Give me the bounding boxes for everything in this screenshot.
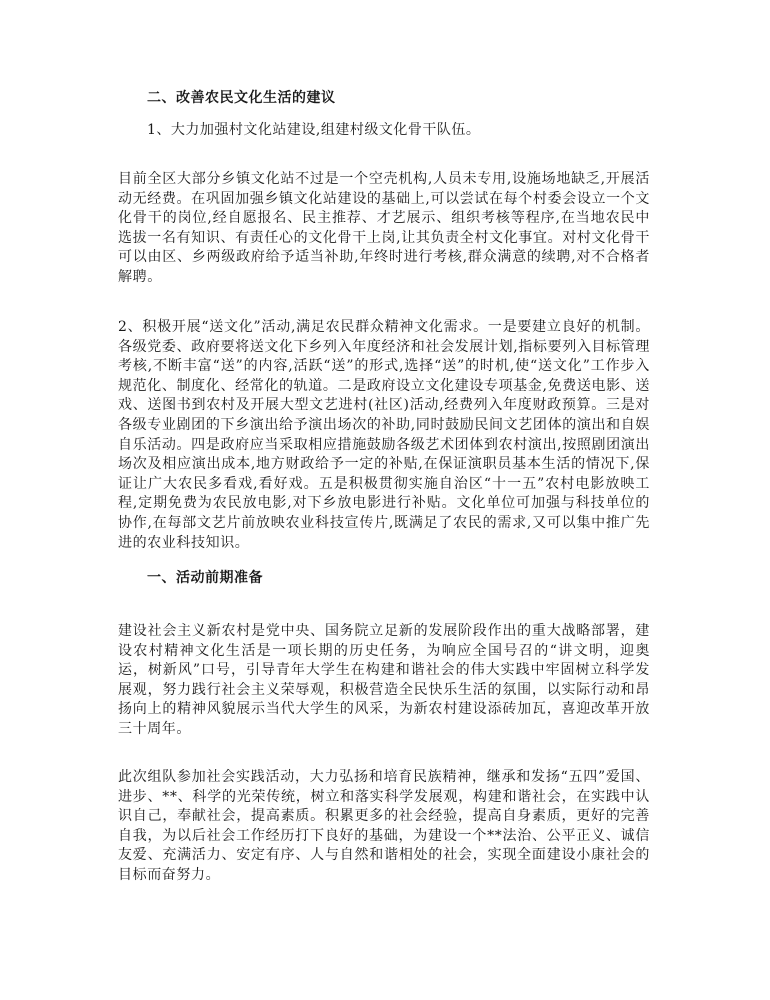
item-heading-village-culture-station: 1、大力加强村文化站建设,组建村级文化骨干队伍。 <box>147 122 481 138</box>
paragraph-new-countryside: 建设社会主义新农村是党中央、国务院立足新的发展阶段作出的重大战略部署，建设农村精神文化生活是一项长期的历史任务，为响应全国号召的“讲文明，迎奥运，树新风”口号，引导青年大学生在构建和谐社会的伟大实践中牢固树立科学发展观，努力践行社会主义荣辱观，积极营造全民快乐生活的氛围，以实际行动和昂扬向上的精神风貌展示当代大学生的风采，为新农村建设添砖加瓦，喜迎改革开放三十周年。 <box>118 623 650 737</box>
paragraph-culture-station: 目前全区大部分乡镇文化站不过是一个空壳机构,人员未专用,设施场地缺乏,开展活动无经费。在巩固加强乡镇文化站建设的基础上,可以尝试在每个村委会设立一个文化骨干的岗位,经自愿报名、民主推荐、才艺展示、组织考核等程序,在当地农民中选拔一名有知识、有责任心的文化骨干上岗,让其负责全村文化事宜。对村文化骨干可以由区、乡两级政府给予适当补助,年终时进行考核,群众满意的续聘,对不合格者解聘。 <box>118 171 650 285</box>
section-heading-preparation: 一、活动前期准备 <box>147 570 263 586</box>
section-heading-suggestions: 二、改善农民文化生活的建议 <box>147 90 336 106</box>
paragraph-social-practice: 此次组队参加社会实践活动，大力弘扬和培育民族精神，继承和发扬“五四”爱国、进步、**、科学的光荣传统，树立和落实科学发展观，构建和谐社会，在实践中认识自己，奉献社会，提高素质。积累更多的社会经验，提高自身素质，更好的完善自我，为以后社会工作经历打下良好的基础，为建设一个**法治、公平正义、诚信友爱、充满活力、安定有序、人与自然和谐相处的社会，实现全面建设小康社会的目标而奋努力。 <box>118 769 650 883</box>
paragraph-send-culture: 2、积极开展“送文化”活动,满足农民群众精神文化需求。一是要建立良好的机制。各级党委、政府要将送文化下乡列入年度经济和社会发展计划,指标要列入目标管理考核,不断丰富“送”的内容,活跃“送”的形式,选择“送”的时机,使“送文化”工作步入规范化、制度化、经常化的轨道。二是政府设立文化建设专项基金,免费送电影、送戏、送图书到农村及开展大型文艺进村(社区)活动,经费列入年度财政预算。三是对各级专业剧团的下乡演出给予演出场次的补助,同时鼓励民间文艺团体的演出和自娱自乐活动。四是政府应当采取相应措施鼓励各级艺术团体到农村演出,按照剧团演出场次及相应演出成本,地方财政给予一定的补贴,在保证演职员基本生活的情况下,保证让广大农民多看戏,看好戏。五是积极贯彻实施自治区“十一五”农村电影放映工程,定期免费为农民放电影,对下乡放电影进行补贴。文化单位可加强与科技单位的协作,在每部文艺片前放映农业科技宣传片,既满足了农民的需求,又可以集中推广先进的农业科技知识。 <box>118 319 650 551</box>
